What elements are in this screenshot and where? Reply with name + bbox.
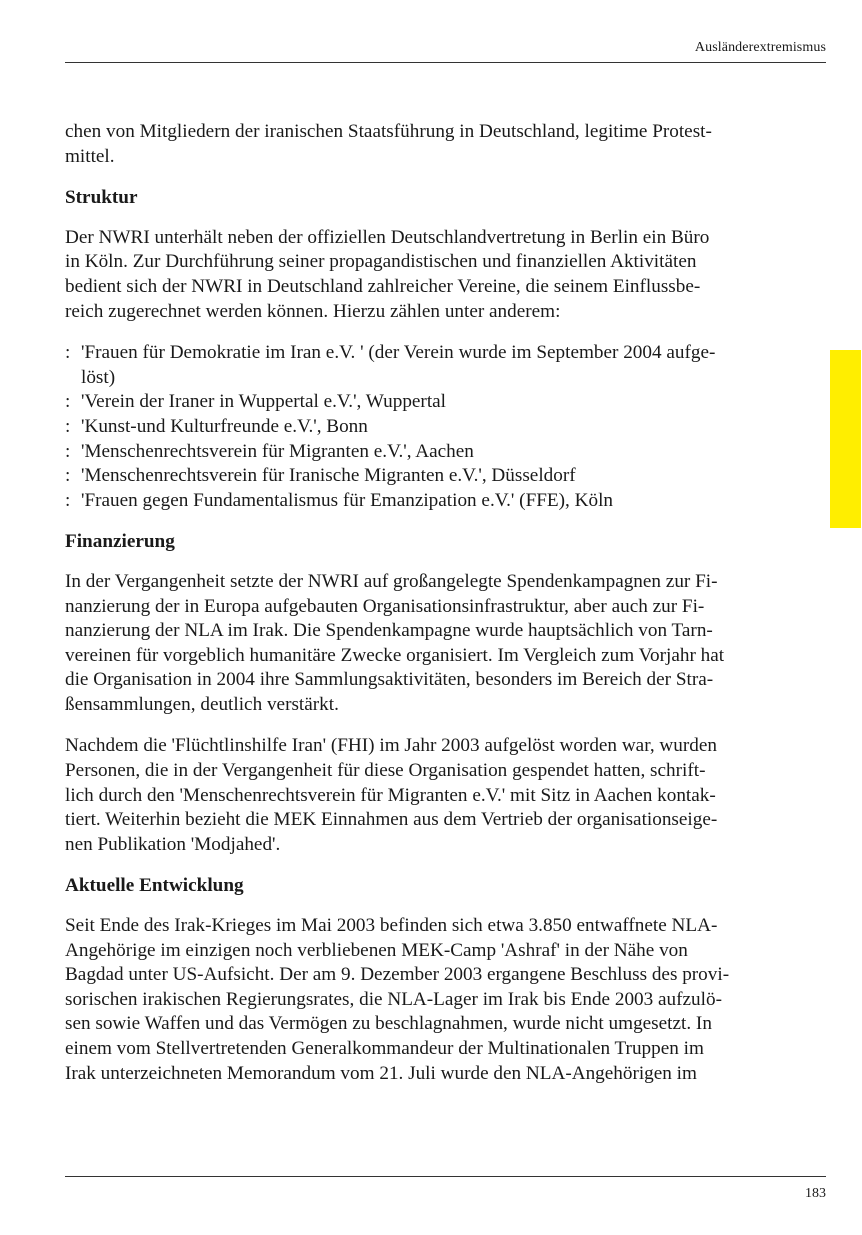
text-line: Personen, die in der Vergangenheit für diese Organisation gespendet hatten, schrift- <box>65 760 706 782</box>
text-line: lich durch den 'Menschenrechtsverein für Migranten e.V.' mit Sitz in Aachen kontak- <box>65 784 716 806</box>
text-line: Nachdem die 'Flüchtlinshilfe Iran' (FHI) im Jahr 2003 aufgelöst worden war, wurden <box>65 735 717 757</box>
text-line: vereinen für vorgeblich humanitäre Zwecke organisiert. Im Vergleich zum Vorjahr hat <box>65 644 725 666</box>
section-heading-aktuelle-entwicklung: Aktuelle Entwicklung <box>65 875 244 897</box>
text-line: bedient sich der NWRI in Deutschland zahlreicher Vereine, die seinem Einflussbe- <box>65 275 701 297</box>
list-item <box>65 341 781 390</box>
text-line: in Köln. Zur Durchführung seiner propagandistischen und finanziellen Aktivitäten <box>65 251 697 273</box>
list-item <box>65 464 781 489</box>
entwicklung-paragraph <box>65 914 781 1086</box>
list-item <box>65 415 781 440</box>
organization-list <box>65 341 781 513</box>
text-line: chen von Mitgliedern der iranischen Staatsführung in Deutschland, legitime Protest- <box>65 121 712 142</box>
text-line: nanzierung der NLA im Irak. Die Spendenkampagne wurde hauptsächlich von Tarn- <box>65 620 713 642</box>
list-marker: : <box>65 342 71 364</box>
text-line: nanzierung der in Europa aufgebauten Organisationsinfrastruktur, aber auch zur Fi- <box>65 595 705 617</box>
finanzierung-paragraph-1 <box>65 570 781 718</box>
page-number: 183 <box>805 1186 826 1201</box>
list-item <box>65 390 781 415</box>
footer-rule <box>65 1176 826 1177</box>
text-line: Seit Ende des Irak-Krieges im Mai 2003 befinden sich etwa 3.850 entwaffnete NLA- <box>65 915 718 937</box>
text-line: Angehörige im einzigen noch verbliebenen MEK-Camp 'Ashraf' in der Nähe von <box>65 939 688 961</box>
list-item-text: 'Frauen gegen Fundamentalismus für Emanzipation e.V.' (FFE), Köln <box>81 489 613 511</box>
section-heading-struktur: Struktur <box>65 187 138 209</box>
text-line: sen sowie Waffen und das Vermögen zu beschlagnahmen, wurde nicht umgesetzt. In <box>65 1013 712 1035</box>
struktur-paragraph <box>65 226 781 324</box>
list-item-text: 'Frauen für Demokratie im Iran e.V. ' (der Verein wurde im September 2004 aufge- <box>81 342 716 364</box>
text-line: nen Publikation 'Modjahed'. <box>65 833 281 855</box>
list-item-text: löst) <box>81 366 116 388</box>
list-item-text: 'Verein der Iraner in Wuppertal e.V.', Wuppertal <box>81 391 446 413</box>
text-line: einem vom Stellvertretenden Generalkommandeur der Multinationalen Truppen im <box>65 1038 704 1059</box>
page-body <box>65 120 781 1086</box>
list-item-text: 'Kunst-und Kulturfreunde e.V.', Bonn <box>81 415 368 437</box>
list-item-text: 'Menschenrechtsverein für Iranische Migranten e.V.', Düsseldorf <box>81 465 576 487</box>
list-marker: : <box>65 391 71 413</box>
text-line: Der NWRI unterhält neben der offiziellen Deutschlandvertretung in Berlin ein Büro <box>65 226 710 248</box>
list-item-text: 'Menschenrechtsverein für Migranten e.V.', Aachen <box>81 440 474 462</box>
running-header: Ausländerextremismus <box>694 40 826 55</box>
chapter-marker-tab <box>830 350 861 528</box>
text-line: mittel. <box>65 145 115 167</box>
list-marker: : <box>65 489 71 511</box>
text-line: Irak unterzeichneten Memorandum vom 21. Juli wurde den NLA-Angehörigen im <box>65 1062 697 1084</box>
section-heading-finanzierung: Finanzierung <box>65 531 175 553</box>
header-rule <box>65 62 826 63</box>
list-item <box>65 489 781 514</box>
text-line: die Organisation in 2004 ihre Sammlungsaktivitäten, besonders im Bereich der Stra- <box>65 669 714 691</box>
text-line: tiert. Weiterhin bezieht die MEK Einnahmen aus dem Vertrieb der organisationseige- <box>65 809 718 831</box>
text-line: reich zugerechnet werden können. Hierzu zählen unter anderem: <box>65 300 561 322</box>
intro-paragraph <box>65 120 781 169</box>
text-line: Bagdad unter US-Aufsicht. Der am 9. Dezember 2003 ergangene Beschluss des provi- <box>65 964 730 986</box>
list-item <box>65 440 781 465</box>
text-line: sorischen irakischen Regierungsrates, die NLA-Lager im Irak bis Ende 2003 aufzulö- <box>65 988 722 1010</box>
list-marker: : <box>65 465 71 487</box>
text-line: ßensammlungen, deutlich verstärkt. <box>65 693 339 715</box>
list-marker: : <box>65 440 71 462</box>
text-line: In der Vergangenheit setzte der NWRI auf großangelegte Spendenkampagnen zur Fi- <box>65 570 718 592</box>
list-marker: : <box>65 415 71 437</box>
finanzierung-paragraph-2 <box>65 734 781 857</box>
